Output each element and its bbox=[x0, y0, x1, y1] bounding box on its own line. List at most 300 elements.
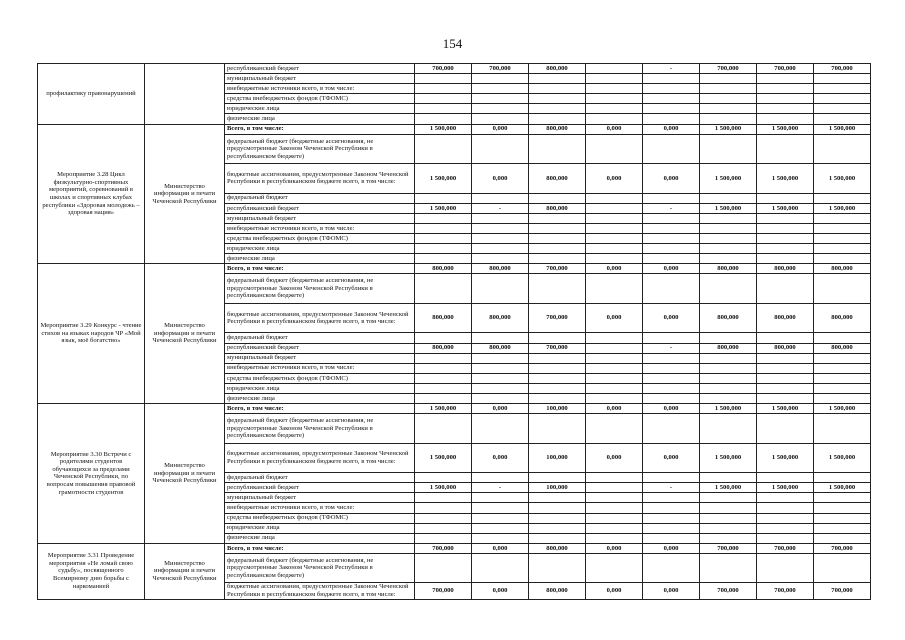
legal-value bbox=[757, 104, 814, 114]
total-value: 0,000 bbox=[643, 264, 700, 274]
republic-value: 100,000 bbox=[529, 483, 586, 493]
federal_short-value bbox=[814, 193, 871, 203]
republic-value: 800,000 bbox=[415, 343, 472, 353]
individuals-value bbox=[700, 254, 757, 264]
source-label: физические лица bbox=[225, 533, 415, 543]
legal-value bbox=[472, 244, 529, 254]
federal-value bbox=[700, 274, 757, 304]
tfoms-value bbox=[814, 234, 871, 244]
tfoms-value bbox=[814, 513, 871, 523]
individuals-value bbox=[415, 533, 472, 543]
offbudget-value bbox=[529, 363, 586, 373]
source-label: федеральный бюджет (бюджетные ассигнования, не предусмотренные Законом Чеченской Республики в республиканском бюджете) bbox=[225, 414, 415, 444]
tfoms-value bbox=[472, 94, 529, 104]
measure-name: Мероприятие 3.28 Цикл физкультурно-спортивных мероприятий, соревнований в школах и спортивных клубах республики «Здоровая молодежь – здоровая нация» bbox=[38, 124, 145, 264]
tfoms-value bbox=[472, 234, 529, 244]
source-label: физические лица bbox=[225, 114, 415, 124]
tfoms-value bbox=[700, 234, 757, 244]
federal_short-value bbox=[700, 333, 757, 343]
federal-value bbox=[814, 134, 871, 164]
individuals-value bbox=[757, 254, 814, 264]
federal_short-value bbox=[472, 473, 529, 483]
total-value: 700,000 bbox=[700, 543, 757, 553]
tfoms-value bbox=[586, 94, 643, 104]
source-label: юридические лица bbox=[225, 523, 415, 533]
source-label: федеральный бюджет (бюджетные ассигнования, не предусмотренные Законом Чеченской Республики в республиканском бюджете) bbox=[225, 274, 415, 304]
legal-value bbox=[700, 383, 757, 393]
offbudget-value bbox=[529, 503, 586, 513]
legal-value bbox=[529, 244, 586, 254]
municipal-value bbox=[529, 74, 586, 84]
federal-value bbox=[529, 414, 586, 444]
federal-value bbox=[757, 414, 814, 444]
tfoms-value bbox=[415, 94, 472, 104]
source-label: федеральный бюджет bbox=[225, 333, 415, 343]
budget_alloc-value: 0,000 bbox=[586, 164, 643, 194]
municipal-value bbox=[472, 493, 529, 503]
source-label: федеральный бюджет (бюджетные ассигнования, не предусмотренные Законом Чеченской Республики в республиканском бюджете) bbox=[225, 134, 415, 164]
page-number: 154 bbox=[442, 36, 463, 51]
measure-name: профилактику правонарушений bbox=[38, 64, 145, 125]
budget_alloc-value: 800,000 bbox=[529, 583, 586, 599]
offbudget-value bbox=[643, 503, 700, 513]
offbudget-value bbox=[757, 503, 814, 513]
municipal-value bbox=[757, 213, 814, 223]
municipal-value bbox=[415, 213, 472, 223]
federal_short-value bbox=[757, 193, 814, 203]
offbudget-value bbox=[814, 363, 871, 373]
republic-value bbox=[586, 203, 643, 213]
legal-value bbox=[643, 523, 700, 533]
offbudget-value bbox=[472, 84, 529, 94]
budget_alloc-value: 700,000 bbox=[700, 583, 757, 599]
source-label: внебюджетные источники всего, в том числе: bbox=[225, 363, 415, 373]
source-label: Всего, в том числе: bbox=[225, 543, 415, 553]
table-row bbox=[38, 64, 871, 74]
municipal-value bbox=[415, 353, 472, 363]
total-value: 0,000 bbox=[472, 404, 529, 414]
legal-value bbox=[643, 104, 700, 114]
table-row bbox=[38, 543, 871, 553]
budget_alloc-value: 800,000 bbox=[814, 303, 871, 333]
offbudget-value bbox=[700, 223, 757, 233]
source-label: юридические лица bbox=[225, 383, 415, 393]
legal-value bbox=[472, 104, 529, 114]
republic-value: 700,000 bbox=[757, 64, 814, 74]
source-label: бюджетные ассигнования, предусмотренные Законом Чеченской Республики в республиканском бюджете всего, в том числе: bbox=[225, 164, 415, 194]
offbudget-value bbox=[757, 223, 814, 233]
legal-value bbox=[415, 523, 472, 533]
offbudget-value bbox=[643, 84, 700, 94]
total-value: 0,000 bbox=[472, 543, 529, 553]
tfoms-value bbox=[814, 94, 871, 104]
tfoms-value bbox=[472, 373, 529, 383]
federal_short-value bbox=[643, 193, 700, 203]
municipal-value bbox=[415, 74, 472, 84]
federal-value bbox=[643, 414, 700, 444]
federal-value bbox=[529, 134, 586, 164]
tfoms-value bbox=[643, 513, 700, 523]
legal-value bbox=[472, 383, 529, 393]
legal-value bbox=[586, 244, 643, 254]
tfoms-value bbox=[643, 234, 700, 244]
budget_alloc-value: 1 500,000 bbox=[814, 164, 871, 194]
offbudget-value bbox=[586, 503, 643, 513]
individuals-value bbox=[643, 114, 700, 124]
budget_alloc-value: 0,000 bbox=[586, 303, 643, 333]
measure-name: Мероприятие 3.30 Встречи с родителями студентов обучающихся за пределами Чеченской Республики, по вопросам повышения правовой грамотности студентов bbox=[38, 404, 145, 544]
total-value: 0,000 bbox=[586, 404, 643, 414]
individuals-value bbox=[700, 393, 757, 403]
individuals-value bbox=[700, 114, 757, 124]
legal-value bbox=[529, 523, 586, 533]
individuals-value bbox=[814, 114, 871, 124]
federal-value bbox=[415, 414, 472, 444]
source-label: средства внебюджетных фондов (ТФОМС) bbox=[225, 94, 415, 104]
federal-value bbox=[700, 134, 757, 164]
offbudget-value bbox=[700, 503, 757, 513]
legal-value bbox=[700, 244, 757, 254]
total-value: 0,000 bbox=[643, 404, 700, 414]
source-label: муниципальный бюджет bbox=[225, 493, 415, 503]
source-label: бюджетные ассигнования, предусмотренные Законом Чеченской Республики в республиканском бюджете всего, в том числе: bbox=[225, 443, 415, 473]
total-value: 800,000 bbox=[529, 543, 586, 553]
total-value: 0,000 bbox=[643, 124, 700, 134]
republic-value: 700,000 bbox=[472, 64, 529, 74]
republic-value bbox=[586, 483, 643, 493]
budget_alloc-value: 1 500,000 bbox=[415, 164, 472, 194]
republic-value: - bbox=[472, 483, 529, 493]
source-label: республиканский бюджет bbox=[225, 483, 415, 493]
tfoms-value bbox=[529, 373, 586, 383]
municipal-value bbox=[814, 493, 871, 503]
federal_short-value bbox=[529, 333, 586, 343]
legal-value bbox=[643, 244, 700, 254]
budget_alloc-value: 700,000 bbox=[814, 583, 871, 599]
legal-value bbox=[472, 523, 529, 533]
republic-value: 800,000 bbox=[700, 343, 757, 353]
legal-value bbox=[415, 383, 472, 393]
municipal-value bbox=[757, 353, 814, 363]
total-value: 1 500,000 bbox=[415, 404, 472, 414]
individuals-value bbox=[700, 533, 757, 543]
table-row bbox=[38, 264, 871, 274]
individuals-value bbox=[415, 114, 472, 124]
tfoms-value bbox=[700, 94, 757, 104]
individuals-value bbox=[814, 393, 871, 403]
republic-value: - bbox=[643, 343, 700, 353]
tfoms-value bbox=[700, 373, 757, 383]
offbudget-value bbox=[415, 363, 472, 373]
tfoms-value bbox=[529, 513, 586, 523]
federal-value bbox=[700, 553, 757, 583]
federal-value bbox=[757, 553, 814, 583]
source-label: республиканский бюджет bbox=[225, 343, 415, 353]
federal_short-value bbox=[700, 473, 757, 483]
total-value: 800,000 bbox=[814, 264, 871, 274]
federal-value bbox=[472, 553, 529, 583]
republic-value: - bbox=[472, 203, 529, 213]
executor-cell bbox=[145, 64, 225, 125]
republic-value: 1 500,000 bbox=[814, 203, 871, 213]
municipal-value bbox=[586, 213, 643, 223]
federal_short-value bbox=[472, 333, 529, 343]
executor-name: Министерство информации и печати Чеченской Республики bbox=[145, 404, 225, 544]
republic-value: 800,000 bbox=[814, 343, 871, 353]
individuals-value bbox=[415, 393, 472, 403]
republic-value: 1 500,000 bbox=[700, 483, 757, 493]
municipal-value bbox=[586, 493, 643, 503]
individuals-value bbox=[529, 393, 586, 403]
source-label: бюджетные ассигнования, предусмотренные Законом Чеченской Республики в республиканском бюджете всего, в том числе: bbox=[225, 303, 415, 333]
offbudget-value bbox=[472, 223, 529, 233]
budget-table bbox=[37, 63, 871, 600]
legal-value bbox=[814, 383, 871, 393]
total-value: 800,000 bbox=[757, 264, 814, 274]
municipal-value bbox=[814, 353, 871, 363]
republic-value: 700,000 bbox=[700, 64, 757, 74]
total-value: 1 500,000 bbox=[814, 404, 871, 414]
budget_alloc-value: 800,000 bbox=[415, 303, 472, 333]
offbudget-value bbox=[814, 223, 871, 233]
tfoms-value bbox=[757, 94, 814, 104]
source-label: бюджетные ассигнования, предусмотренные Законом Чеченской Республики в республиканском бюджете всего, в том числе: bbox=[225, 583, 415, 599]
offbudget-value bbox=[814, 503, 871, 513]
offbudget-value bbox=[700, 363, 757, 373]
total-value: 0,000 bbox=[586, 124, 643, 134]
source-label: физические лица bbox=[225, 393, 415, 403]
republic-value: 800,000 bbox=[472, 343, 529, 353]
source-label: республиканский бюджет bbox=[225, 64, 415, 74]
total-value: 700,000 bbox=[757, 543, 814, 553]
municipal-value bbox=[529, 493, 586, 503]
tfoms-value bbox=[757, 373, 814, 383]
budget_alloc-value: 0,000 bbox=[472, 164, 529, 194]
federal_short-value bbox=[643, 473, 700, 483]
republic-value: 800,000 bbox=[529, 64, 586, 74]
table-row bbox=[38, 404, 871, 414]
tfoms-value bbox=[814, 373, 871, 383]
individuals-value bbox=[757, 393, 814, 403]
republic-value: 700,000 bbox=[415, 64, 472, 74]
federal-value bbox=[700, 414, 757, 444]
legal-value bbox=[757, 244, 814, 254]
federal-value bbox=[814, 553, 871, 583]
municipal-value bbox=[643, 493, 700, 503]
budget_alloc-value: 1 500,000 bbox=[700, 164, 757, 194]
federal_short-value bbox=[529, 193, 586, 203]
source-label: муниципальный бюджет bbox=[225, 213, 415, 223]
tfoms-value bbox=[529, 234, 586, 244]
federal_short-value bbox=[814, 473, 871, 483]
federal-value bbox=[586, 134, 643, 164]
municipal-value bbox=[472, 213, 529, 223]
municipal-value bbox=[700, 74, 757, 84]
offbudget-value bbox=[415, 84, 472, 94]
legal-value bbox=[586, 104, 643, 114]
legal-value bbox=[529, 383, 586, 393]
municipal-value bbox=[472, 353, 529, 363]
offbudget-value bbox=[757, 363, 814, 373]
legal-value bbox=[415, 244, 472, 254]
federal-value bbox=[814, 414, 871, 444]
legal-value bbox=[415, 104, 472, 114]
source-label: внебюджетные источники всего, в том числе: bbox=[225, 223, 415, 233]
total-value: 1 500,000 bbox=[757, 404, 814, 414]
tfoms-value bbox=[586, 234, 643, 244]
source-label: юридические лица bbox=[225, 244, 415, 254]
federal_short-value bbox=[586, 193, 643, 203]
republic-value: 1 500,000 bbox=[415, 483, 472, 493]
source-label: средства внебюджетных фондов (ТФОМС) bbox=[225, 373, 415, 383]
legal-value bbox=[814, 523, 871, 533]
total-value: 800,000 bbox=[529, 124, 586, 134]
executor-name: Министерство информации и печати Чеченской Республики bbox=[145, 264, 225, 404]
tfoms-value bbox=[643, 373, 700, 383]
municipal-value bbox=[757, 74, 814, 84]
individuals-value bbox=[814, 254, 871, 264]
offbudget-value bbox=[586, 363, 643, 373]
individuals-value bbox=[586, 533, 643, 543]
total-value: 0,000 bbox=[472, 124, 529, 134]
municipal-value bbox=[643, 213, 700, 223]
total-value: 100,000 bbox=[529, 404, 586, 414]
individuals-value bbox=[529, 533, 586, 543]
total-value: 700,000 bbox=[814, 543, 871, 553]
individuals-value bbox=[586, 393, 643, 403]
federal-value bbox=[472, 134, 529, 164]
tfoms-value bbox=[415, 234, 472, 244]
tfoms-value bbox=[757, 234, 814, 244]
federal-value bbox=[643, 134, 700, 164]
total-value: 800,000 bbox=[415, 264, 472, 274]
source-label: федеральный бюджет (бюджетные ассигнования, не предусмотренные Законом Чеченской Республики в республиканском бюджете) bbox=[225, 553, 415, 583]
federal_short-value bbox=[757, 333, 814, 343]
total-value: 1 500,000 bbox=[700, 124, 757, 134]
tfoms-value bbox=[529, 94, 586, 104]
federal-value bbox=[472, 414, 529, 444]
republic-value: 700,000 bbox=[529, 343, 586, 353]
budget_alloc-value: 100,000 bbox=[529, 443, 586, 473]
federal-value bbox=[529, 274, 586, 304]
source-label: Всего, в том числе: bbox=[225, 124, 415, 134]
source-label: муниципальный бюджет bbox=[225, 74, 415, 84]
tfoms-value bbox=[757, 513, 814, 523]
individuals-value bbox=[472, 393, 529, 403]
total-value: 1 500,000 bbox=[814, 124, 871, 134]
offbudget-value bbox=[586, 84, 643, 94]
table-row bbox=[38, 124, 871, 134]
federal_short-value bbox=[415, 193, 472, 203]
measure-name: Мероприятие 3.29 Конкурс - чтение стихов на языках народов ЧР «Мой язык, моё богатство» bbox=[38, 264, 145, 404]
offbudget-value bbox=[529, 223, 586, 233]
budget_alloc-value: 1 500,000 bbox=[757, 443, 814, 473]
total-value: 0,000 bbox=[586, 264, 643, 274]
federal_short-value bbox=[586, 473, 643, 483]
republic-value: 1 500,000 bbox=[700, 203, 757, 213]
federal_short-value bbox=[757, 473, 814, 483]
federal_short-value bbox=[643, 333, 700, 343]
federal-value bbox=[586, 553, 643, 583]
federal_short-value bbox=[472, 193, 529, 203]
offbudget-value bbox=[757, 84, 814, 94]
legal-value bbox=[700, 523, 757, 533]
republic-value: 1 500,000 bbox=[814, 483, 871, 493]
source-label: внебюджетные источники всего, в том числе: bbox=[225, 503, 415, 513]
source-label: внебюджетные источники всего, в том числе: bbox=[225, 84, 415, 94]
tfoms-value bbox=[586, 513, 643, 523]
source-label: юридические лица bbox=[225, 104, 415, 114]
budget_alloc-value: 700,000 bbox=[415, 583, 472, 599]
municipal-value bbox=[586, 74, 643, 84]
budget_alloc-value: 800,000 bbox=[472, 303, 529, 333]
federal-value bbox=[757, 274, 814, 304]
federal-value bbox=[415, 134, 472, 164]
budget_alloc-value: 800,000 bbox=[700, 303, 757, 333]
budget_alloc-value: 800,000 bbox=[529, 164, 586, 194]
measure-name: Мероприятие 3.31 Проведение мероприятия «Не ломай свою судьбу», посвященного Всемирному дню борьбы с наркоманией bbox=[38, 543, 145, 599]
offbudget-value bbox=[700, 84, 757, 94]
budget_alloc-value: 0,000 bbox=[643, 443, 700, 473]
federal-value bbox=[586, 274, 643, 304]
municipal-value bbox=[643, 353, 700, 363]
federal_short-value bbox=[415, 473, 472, 483]
total-value: 800,000 bbox=[472, 264, 529, 274]
municipal-value bbox=[415, 493, 472, 503]
federal_short-value bbox=[529, 473, 586, 483]
legal-value bbox=[814, 104, 871, 114]
offbudget-value bbox=[529, 84, 586, 94]
source-label: муниципальный бюджет bbox=[225, 353, 415, 363]
federal_short-value bbox=[415, 333, 472, 343]
federal_short-value bbox=[586, 333, 643, 343]
total-value: 700,000 bbox=[415, 543, 472, 553]
budget_alloc-value: 0,000 bbox=[586, 443, 643, 473]
republic-value: 800,000 bbox=[757, 343, 814, 353]
individuals-value bbox=[529, 114, 586, 124]
municipal-value bbox=[757, 493, 814, 503]
municipal-value bbox=[472, 74, 529, 84]
republic-value: 700,000 bbox=[814, 64, 871, 74]
tfoms-value bbox=[643, 94, 700, 104]
total-value: 0,000 bbox=[643, 543, 700, 553]
legal-value bbox=[586, 523, 643, 533]
source-label: средства внебюджетных фондов (ТФОМС) bbox=[225, 234, 415, 244]
source-label: федеральный бюджет bbox=[225, 473, 415, 483]
offbudget-value bbox=[415, 503, 472, 513]
individuals-value bbox=[472, 533, 529, 543]
individuals-value bbox=[472, 114, 529, 124]
republic-value: 1 500,000 bbox=[757, 483, 814, 493]
legal-value bbox=[757, 523, 814, 533]
federal_short-value bbox=[814, 333, 871, 343]
total-value: 1 500,000 bbox=[415, 124, 472, 134]
budget_alloc-value: 1 500,000 bbox=[814, 443, 871, 473]
budget_alloc-value: 800,000 bbox=[757, 303, 814, 333]
budget_alloc-value: 700,000 bbox=[529, 303, 586, 333]
legal-value bbox=[643, 383, 700, 393]
federal-value bbox=[472, 274, 529, 304]
federal-value bbox=[529, 553, 586, 583]
offbudget-value bbox=[472, 363, 529, 373]
source-label: физические лица bbox=[225, 254, 415, 264]
budget_alloc-value: 0,000 bbox=[472, 443, 529, 473]
federal-value bbox=[415, 274, 472, 304]
municipal-value bbox=[700, 493, 757, 503]
source-label: Всего, в том числе: bbox=[225, 404, 415, 414]
republic-value bbox=[586, 343, 643, 353]
offbudget-value bbox=[586, 223, 643, 233]
